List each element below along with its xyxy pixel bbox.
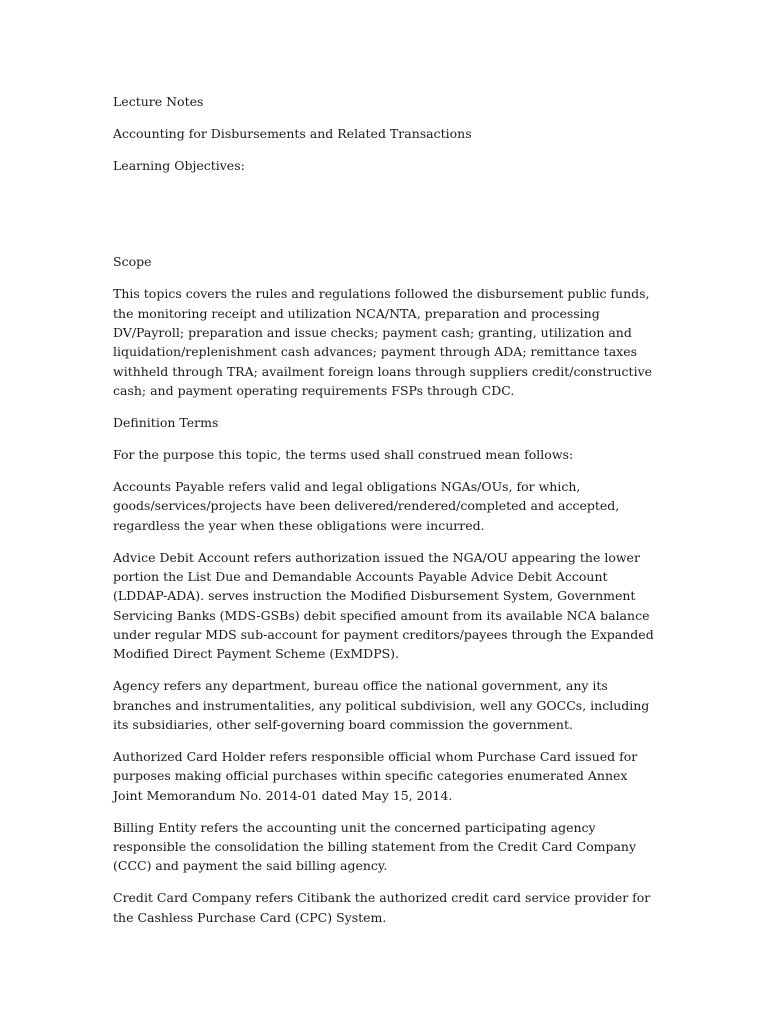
- scope-heading: Scope: [113, 254, 152, 270]
- definition-agency: Agency refers any department, bureau office the national government, any its branches and instrumentalities, any political subdivision, well any GOCCs, including its subsidiaries, other self-governing board commission the government.: [113, 678, 650, 732]
- definition-billing-entity: Billing Entity refers the accounting unit the concerned participating agency responsible the consolidation the billing statement from the Credit Card Company (CCC) and payment the said billing agency.: [113, 819, 637, 874]
- objectives-blank-space: [113, 188, 658, 252]
- definitions-intro: For the purpose this topic, the terms used shall construed mean follows:: [113, 447, 574, 463]
- definitions-heading: Definition Terms: [113, 414, 219, 430]
- definition-advice-debit-account: Advice Debit Account refers authorization issued the NGA/OU appearing the lower portion the List Due and Demandable Accounts Payable Advice Debit Account (LDDAP-ADA). serves instruction the Modified Disbursement System, Government Servicing Banks (MDS-GSBs) debit specified amount from its available NCA balance under regular MDS sub-account for payment creditors/payees through the Expanded Modified Direct Payment Scheme (ExMDPS).: [113, 549, 654, 662]
- document-heading: Lecture Notes: [113, 94, 204, 109]
- document-body: [113, 92, 658, 940]
- definition-authorized-card-holder: Authorized Card Holder refers responsible official whom Purchase Card issued for purposes making official purchases within specific categories enumerated Annex Joint Memorandum No. 2014-01 dated May 15, 2014.: [113, 749, 638, 803]
- objectives-heading: Learning Objectives:: [113, 158, 245, 174]
- scope-paragraph: This topics covers the rules and regulations followed the disbursement public funds, the monitoring receipt and utilization NCA/NTA, preparation and processing DV/Payroll; preparation and issue checks; payment cash; granting, utilization and liquidation/replenishment cash advances; payment through ADA; remittance taxes withheld through TRA; availment foreign loans through suppliers credit/constructive cash; and payment operating requirements FSPs through CDC.: [113, 286, 653, 398]
- document-title: Accounting for Disbursements and Related Transactions: [113, 126, 472, 142]
- definition-credit-card-company: Credit Card Company refers Citibank the authorized credit card service provider for the Cashless Purchase Card (CPC) System.: [113, 890, 651, 925]
- definition-accounts-payable: Accounts Payable refers valid and legal obligations NGAs/OUs, for which, goods/services/projects have been delivered/rendered/completed and accepted, regardless the year when these obligations were incurred.: [113, 479, 620, 533]
